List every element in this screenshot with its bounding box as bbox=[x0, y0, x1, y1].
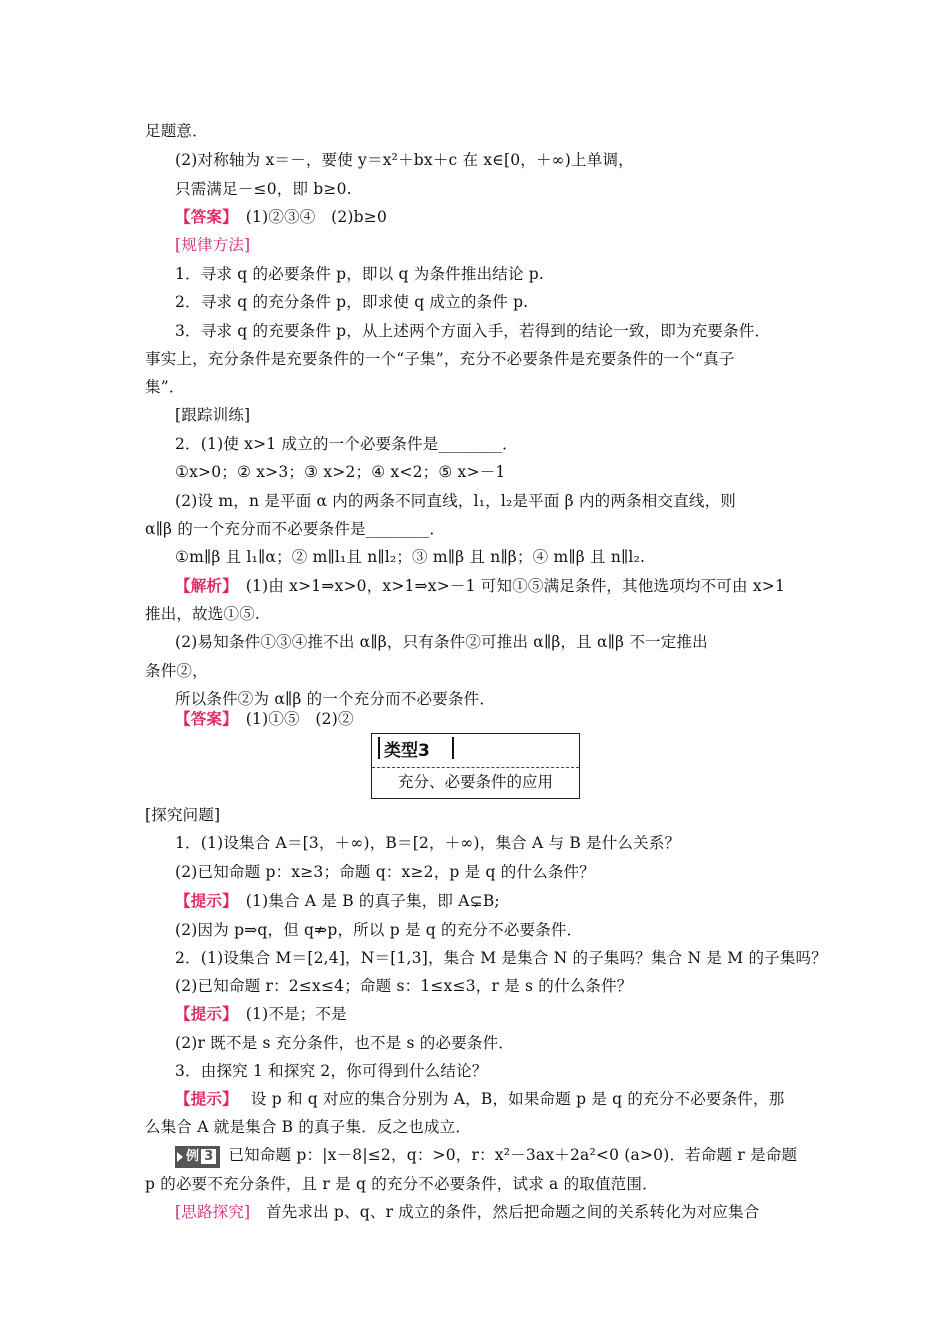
text-line: 所以条件②为 α∥β 的一个充分而不必要条件． bbox=[175, 690, 496, 708]
text-line: (2)因为 p⇒q，但 q⇏p，所以 p 是 q 的充分不必要条件． bbox=[175, 921, 583, 939]
text-line: 推出，故选①⑤. bbox=[145, 605, 261, 623]
text-line: 3．寻求 q 的充要条件 p，从上述两个方面入手，若得到的结论一致，即为充要条件． bbox=[175, 322, 771, 340]
text-line: (2)对称轴为 x＝－，要使 y＝x²＋bx＋c 在 x∈[0，＋∞)上单调， bbox=[175, 151, 634, 169]
text-line: 条件②， bbox=[145, 662, 208, 680]
hint-line: 【提示】 (1)集合 A 是 B 的真子集，即 A⊊B; bbox=[175, 891, 500, 910]
text-line: 集”． bbox=[145, 378, 185, 396]
type-title: 类型3 bbox=[384, 741, 430, 761]
answer-line: 【答案】 (1)②③④ (2)b≥0 bbox=[175, 207, 388, 226]
text-line: (2)易知条件①③④推不出 α∥β，只有条件②可推出 α∥β，且 α∥β 不一定推出 bbox=[175, 633, 708, 651]
answer-tag: 【答案】 bbox=[175, 207, 231, 226]
idea-tag: [思路探究] bbox=[175, 1203, 251, 1221]
answer-line: 【答案】 (1)①⑤ (2)② bbox=[175, 709, 354, 728]
text-line: (2)已知命题 p：x≥3；命题 q：x≥2，p 是 q 的什么条件？ bbox=[175, 863, 595, 881]
type-heading-top bbox=[372, 734, 579, 768]
text-line: 只需满足－≤0，即 b≥0. bbox=[175, 180, 352, 198]
text-line: α∥β 的一个充分而不必要条件是________． bbox=[145, 520, 446, 538]
hint-line: 【提示】 设 p 和 q 对应的集合分别为 A，B，如果命题 p 是 q 的充分不必要条件，那 bbox=[175, 1089, 785, 1108]
text-line: (2)设 m，n 是平面 α 内的两条不同直线，l₁，l₂是平面 β 内的两条相交直线，则 bbox=[175, 492, 736, 510]
section-label: [探究问题] bbox=[145, 806, 221, 824]
hint-tag: 【提示】 bbox=[175, 1004, 231, 1023]
analysis-line: 【解析】 (1)由 x>1⇒x>0，x>1⇒x>－1 可知①⑤满足条件，其他选项均不可由 x>1 bbox=[175, 576, 786, 595]
text-line: ①x>0；② x>3；③ x>2；④ x<2；⑤ x>－1 bbox=[175, 463, 506, 481]
text-line: 2．寻求 q 的充分条件 p，即求使 q 成立的条件 p. bbox=[175, 293, 529, 311]
heading-bar-left bbox=[378, 737, 380, 759]
analysis-tag: 【解析】 bbox=[175, 576, 231, 595]
text-line: (2)已知命题 r：2≤x≤4；命题 s：1≤x≤3，r 是 s 的什么条件？ bbox=[175, 977, 633, 995]
text-line: 2．(1)使 x>1 成立的一个必要条件是________． bbox=[175, 435, 518, 453]
text-line: 足题意． bbox=[145, 122, 208, 140]
idea-line: [思路探究] 首先求出 p、q、r 成立的条件，然后把命题之间的关系转化为对应集合 bbox=[175, 1203, 760, 1221]
type-heading-box bbox=[371, 733, 580, 799]
text-line: 1．寻求 q 的必要条件 p，即以 q 为条件推出结论 p. bbox=[175, 265, 545, 283]
text-line: 事实上，充分条件是充要条件的一个“子集”，充分不必要条件是充要条件的一个“真子 bbox=[145, 350, 735, 368]
type-subtitle: 充分、必要条件的应用 bbox=[397, 773, 553, 791]
hint-tag: 【提示】 bbox=[175, 891, 231, 910]
triangle-icon bbox=[177, 1152, 183, 1162]
heading-bar-right bbox=[452, 737, 454, 759]
text-line: p 的必要不充分条件，且 r 是 q 的充分不必要条件，试求 a 的取值范围． bbox=[145, 1175, 658, 1193]
text-line: 2．(1)设集合 M＝[2,4]，N＝[1,3]，集合 M 是集合 N 的子集吗？集合 N 是 M 的子集吗？ bbox=[175, 949, 827, 967]
hint-line: 【提示】 (1)不是；不是 bbox=[175, 1004, 347, 1023]
text-line: 么集合 A 就是集合 B 的真子集．反之也成立． bbox=[145, 1118, 472, 1136]
section-label: [跟踪训练] bbox=[175, 406, 251, 424]
section-label: [规律方法] bbox=[175, 236, 251, 254]
example-line: 例 3 已知命题 p：|x－8|≤2，q：>0，r：x²－3ax＋2a²<0 (a>0)．若命题 r 是命题 bbox=[175, 1145, 797, 1168]
text-line: ①m∥β 且 l₁∥α；② m∥l₁且 n∥l₂；③ m∥β 且 n∥β；④ m∥β 且 n∥l₂. bbox=[175, 548, 646, 566]
text-line: (2)r 既不是 s 充分条件，也不是 s 的必要条件． bbox=[175, 1034, 515, 1052]
answer-tag: 【答案】 bbox=[175, 709, 231, 728]
text-line: 3．由探究 1 和探究 2，你可得到什么结论？ bbox=[175, 1062, 488, 1080]
text-line: 1．(1)设集合 A＝[3，＋∞)，B＝[2，＋∞)，集合 A 与 B 是什么关系？ bbox=[175, 834, 681, 852]
example-mark: 例 3 bbox=[175, 1146, 220, 1168]
hint-tag: 【提示】 bbox=[175, 1089, 231, 1108]
